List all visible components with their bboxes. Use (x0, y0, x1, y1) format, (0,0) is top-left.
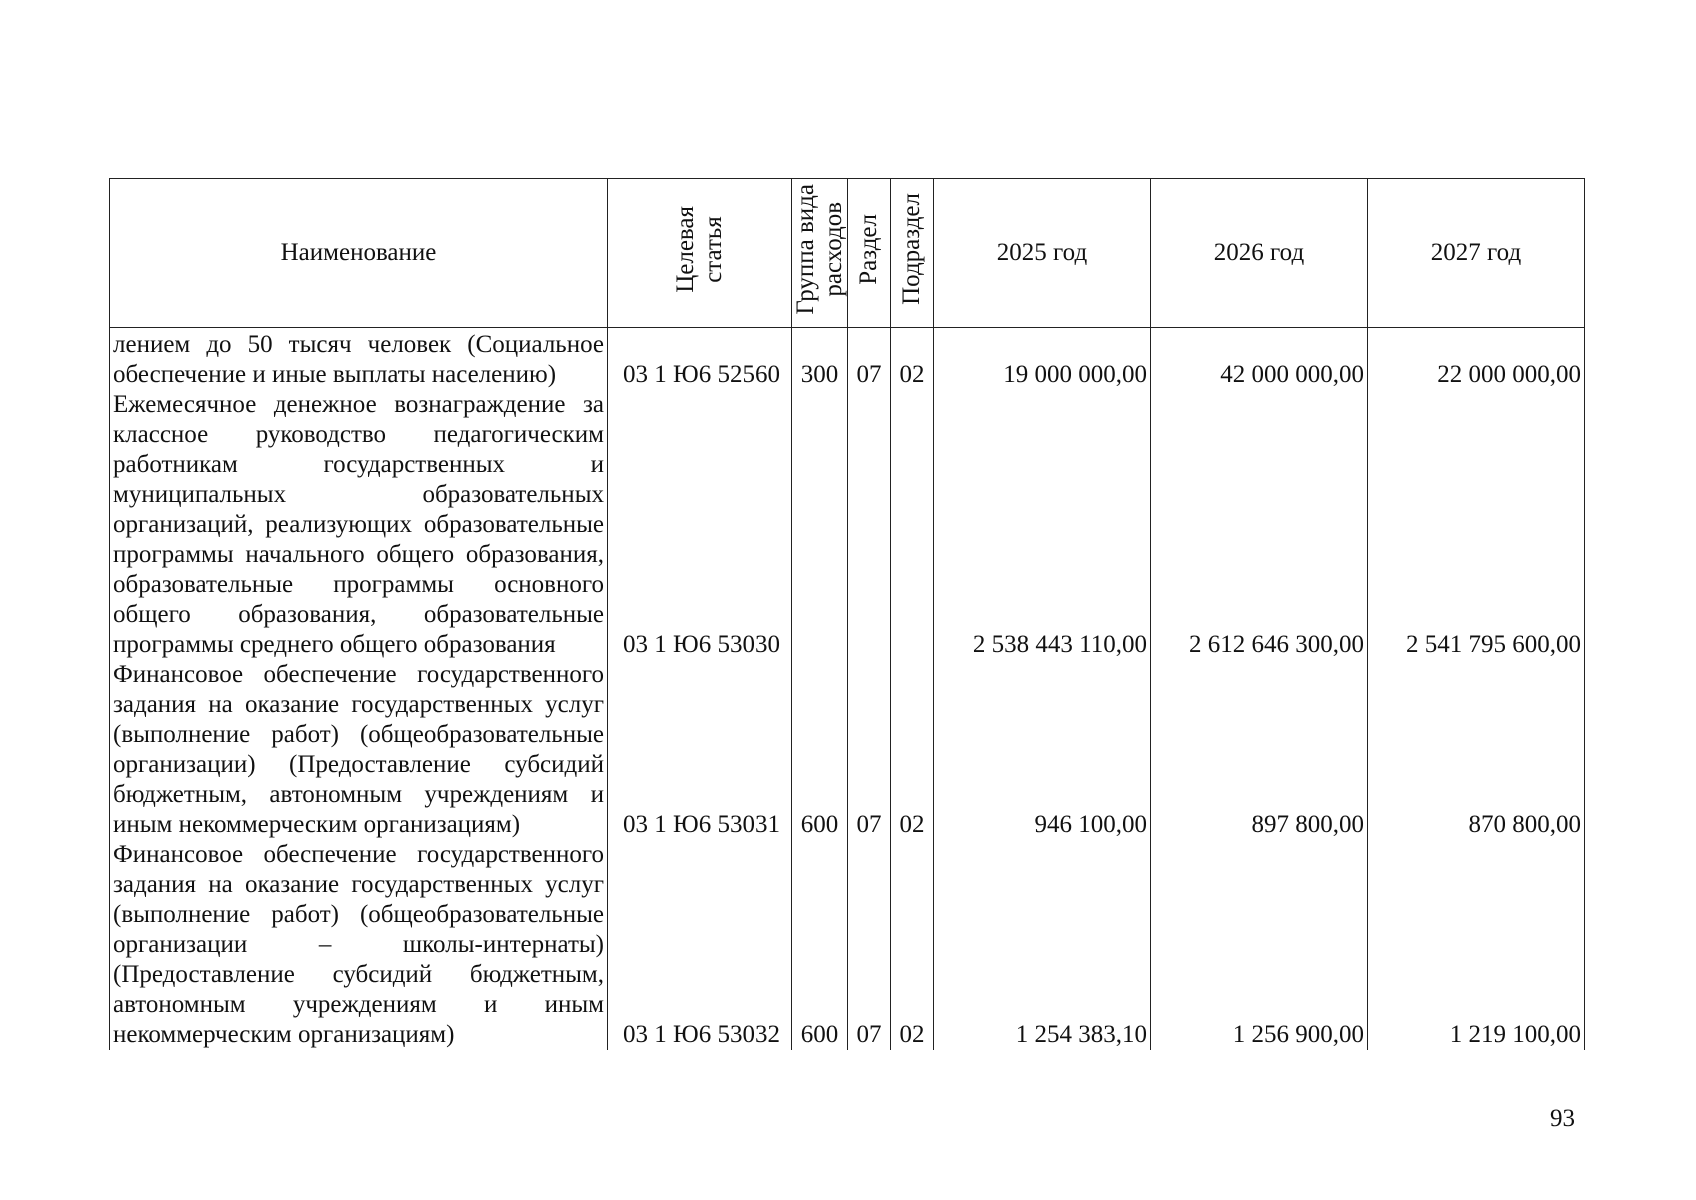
row-2025: 19 000 000,00 (934, 328, 1151, 391)
header-target: Целевая статья (608, 179, 792, 328)
row-name: лением до 50 тысяч человек (Социальное обеспечение и иные выплаты населению) (110, 328, 608, 391)
budget-table (109, 178, 1585, 1050)
row-2026: 42 000 000,00 (1151, 328, 1368, 391)
row-section (848, 390, 891, 660)
table-header (110, 179, 1585, 328)
row-2025: 946 100,00 (934, 660, 1151, 840)
row-2026: 897 800,00 (1151, 660, 1368, 840)
row-name: Финансовое обеспечение государственного задания на оказание государственных услуг (выполнение работ) (общеобразовательные организации – школы-интернаты) (Предоставление субсидий бюджетным, автономным учреждениям и иным некоммерческим организациям) (110, 840, 608, 1050)
page-number: 93 (1550, 1105, 1575, 1132)
row-group: 600 (792, 840, 848, 1050)
row-section: 07 (848, 660, 891, 840)
header-group: Группа вида расходов (792, 179, 848, 328)
header-section: Раздел (848, 179, 891, 328)
table-row (110, 660, 1585, 840)
header-2025: 2025 год (934, 179, 1151, 328)
row-2026: 1 256 900,00 (1151, 840, 1368, 1050)
row-2027: 2 541 795 600,00 (1368, 390, 1585, 660)
budget-table-container (109, 178, 1585, 1050)
row-2026: 2 612 646 300,00 (1151, 390, 1368, 660)
row-group (792, 390, 848, 660)
header-row (110, 179, 1585, 328)
table-row (110, 840, 1585, 1050)
row-group: 300 (792, 328, 848, 391)
header-subsection: Подраздел (891, 179, 934, 328)
row-subsection (891, 390, 934, 660)
table-row (110, 328, 1585, 391)
header-2027: 2027 год (1368, 179, 1585, 328)
row-2025: 1 254 383,10 (934, 840, 1151, 1050)
row-subsection: 02 (891, 328, 934, 391)
header-2026: 2026 год (1151, 179, 1368, 328)
row-target: 03 1 Ю6 53031 (608, 660, 792, 840)
row-subsection: 02 (891, 840, 934, 1050)
row-name: Ежемесячное денежное вознаграждение за классное руководство педагогическим работникам государственных и муниципальных образовательных организаций, реализующих образовательные программы начального общего образования, образовательные программы основного общего образования, образовательные программы среднего общего образования (110, 390, 608, 660)
row-2027: 870 800,00 (1368, 660, 1585, 840)
row-section: 07 (848, 328, 891, 391)
table-row (110, 390, 1585, 660)
row-2027: 22 000 000,00 (1368, 328, 1585, 391)
row-name: Финансовое обеспечение государственного задания на оказание государственных услуг (выполнение работ) (общеобразовательные организации) (Предоставление субсидий бюджетным, автономным учреждениям и иным некоммерческим организациям) (110, 660, 608, 840)
row-subsection: 02 (891, 660, 934, 840)
row-target: 03 1 Ю6 53030 (608, 390, 792, 660)
row-group: 600 (792, 660, 848, 840)
row-2025: 2 538 443 110,00 (934, 390, 1151, 660)
table-body (110, 328, 1585, 1051)
row-target: 03 1 Ю6 53032 (608, 840, 792, 1050)
row-section: 07 (848, 840, 891, 1050)
header-name: Наименование (110, 179, 608, 328)
row-target: 03 1 Ю6 52560 (608, 328, 792, 391)
row-2027: 1 219 100,00 (1368, 840, 1585, 1050)
